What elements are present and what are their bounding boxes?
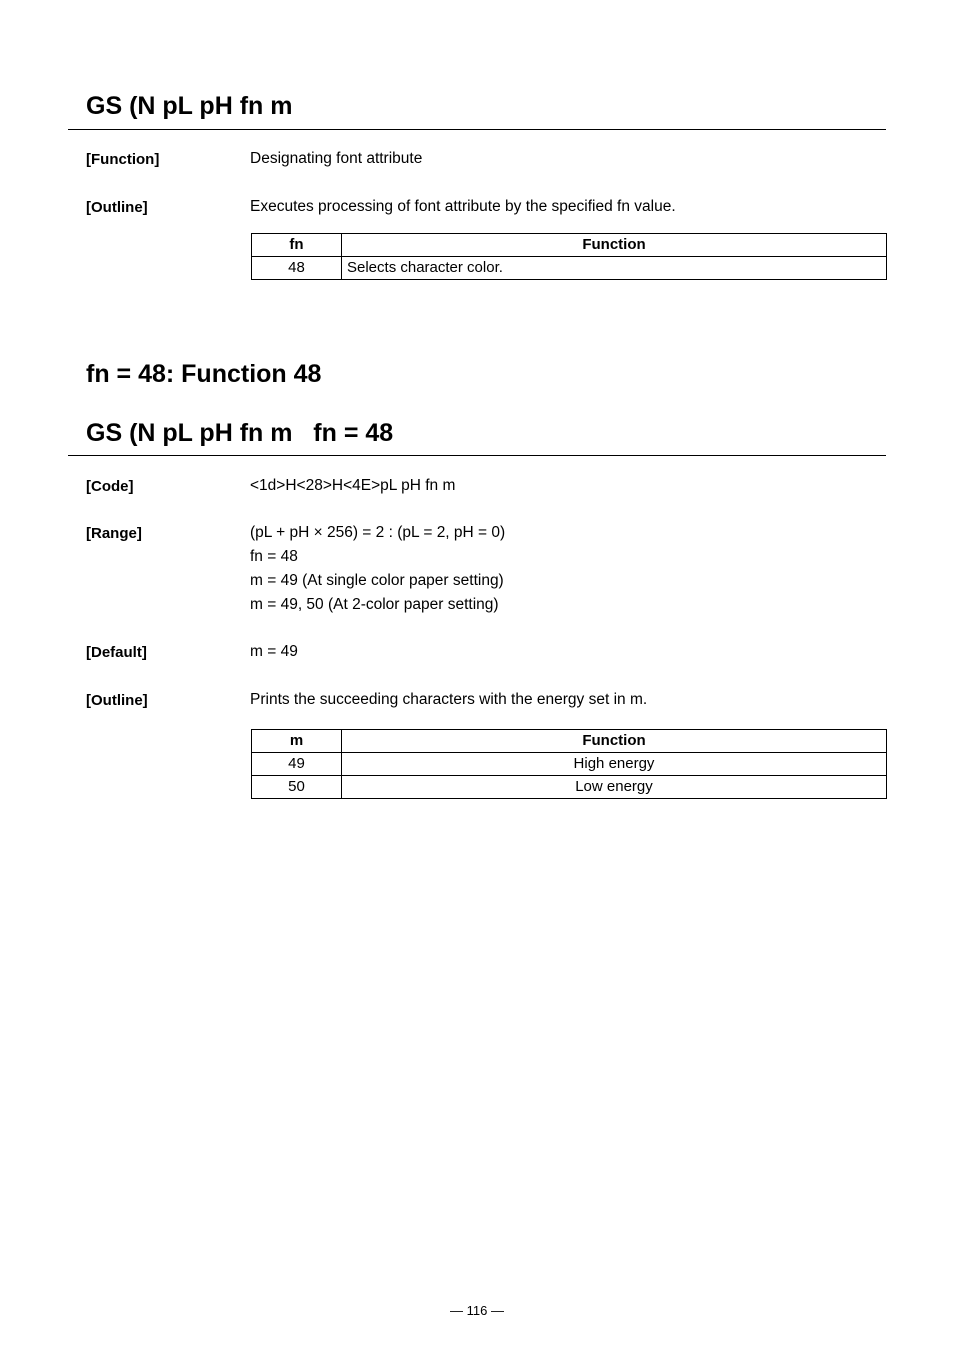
table-cell: Selects character color. bbox=[342, 257, 887, 280]
range-line: fn = 48 bbox=[250, 548, 298, 565]
page-number: — 116 — bbox=[450, 1303, 504, 1318]
outline-text: Executes processing of font attribute by the specified fn value. bbox=[250, 198, 676, 215]
table-cell: 49 bbox=[252, 753, 342, 776]
table-header-cell: fn bbox=[252, 234, 342, 257]
m-table bbox=[251, 729, 887, 799]
table-header-cell: m bbox=[252, 730, 342, 753]
table-cell: 48 bbox=[252, 257, 342, 280]
fn-table bbox=[251, 233, 887, 280]
range-line: m = 49 (At single color paper setting) bbox=[250, 572, 504, 589]
table-header-row bbox=[252, 730, 887, 753]
function-title: fn = 48: Function 48 bbox=[86, 360, 322, 388]
code-label: [Code] bbox=[86, 478, 134, 495]
default-label: [Default] bbox=[86, 644, 147, 661]
outline-label: [Outline] bbox=[86, 692, 148, 709]
outline-label: [Outline] bbox=[86, 199, 148, 216]
default-text: m = 49 bbox=[250, 643, 298, 660]
table-header-row bbox=[252, 234, 887, 257]
range-line: m = 49, 50 (At 2-color paper setting) bbox=[250, 596, 499, 613]
table-row bbox=[252, 776, 887, 799]
table-cell: 50 bbox=[252, 776, 342, 799]
table-header-cell: Function bbox=[342, 730, 887, 753]
heading-rule bbox=[68, 455, 886, 456]
range-line: (pL + pH × 256) = 2 : (pL = 2, pH = 0) bbox=[250, 524, 506, 541]
table-cell: High energy bbox=[342, 753, 887, 776]
table-header-cell: Function bbox=[342, 234, 887, 257]
outline-text: Prints the succeeding characters with the energy set in m. bbox=[250, 691, 648, 708]
section-heading: GS (N pL pH fn m fn = 48 bbox=[86, 419, 394, 447]
function-text: Designating font attribute bbox=[250, 150, 423, 167]
code-text: <1d>H<28>H<4E>pL pH fn m bbox=[250, 477, 456, 494]
table-row bbox=[252, 753, 887, 776]
table-cell: Low energy bbox=[342, 776, 887, 799]
heading-rule bbox=[68, 129, 886, 130]
table-row bbox=[252, 257, 887, 280]
range-label: [Range] bbox=[86, 525, 142, 542]
function-label: [Function] bbox=[86, 151, 160, 168]
section-heading: GS (N pL pH fn m bbox=[86, 92, 293, 120]
